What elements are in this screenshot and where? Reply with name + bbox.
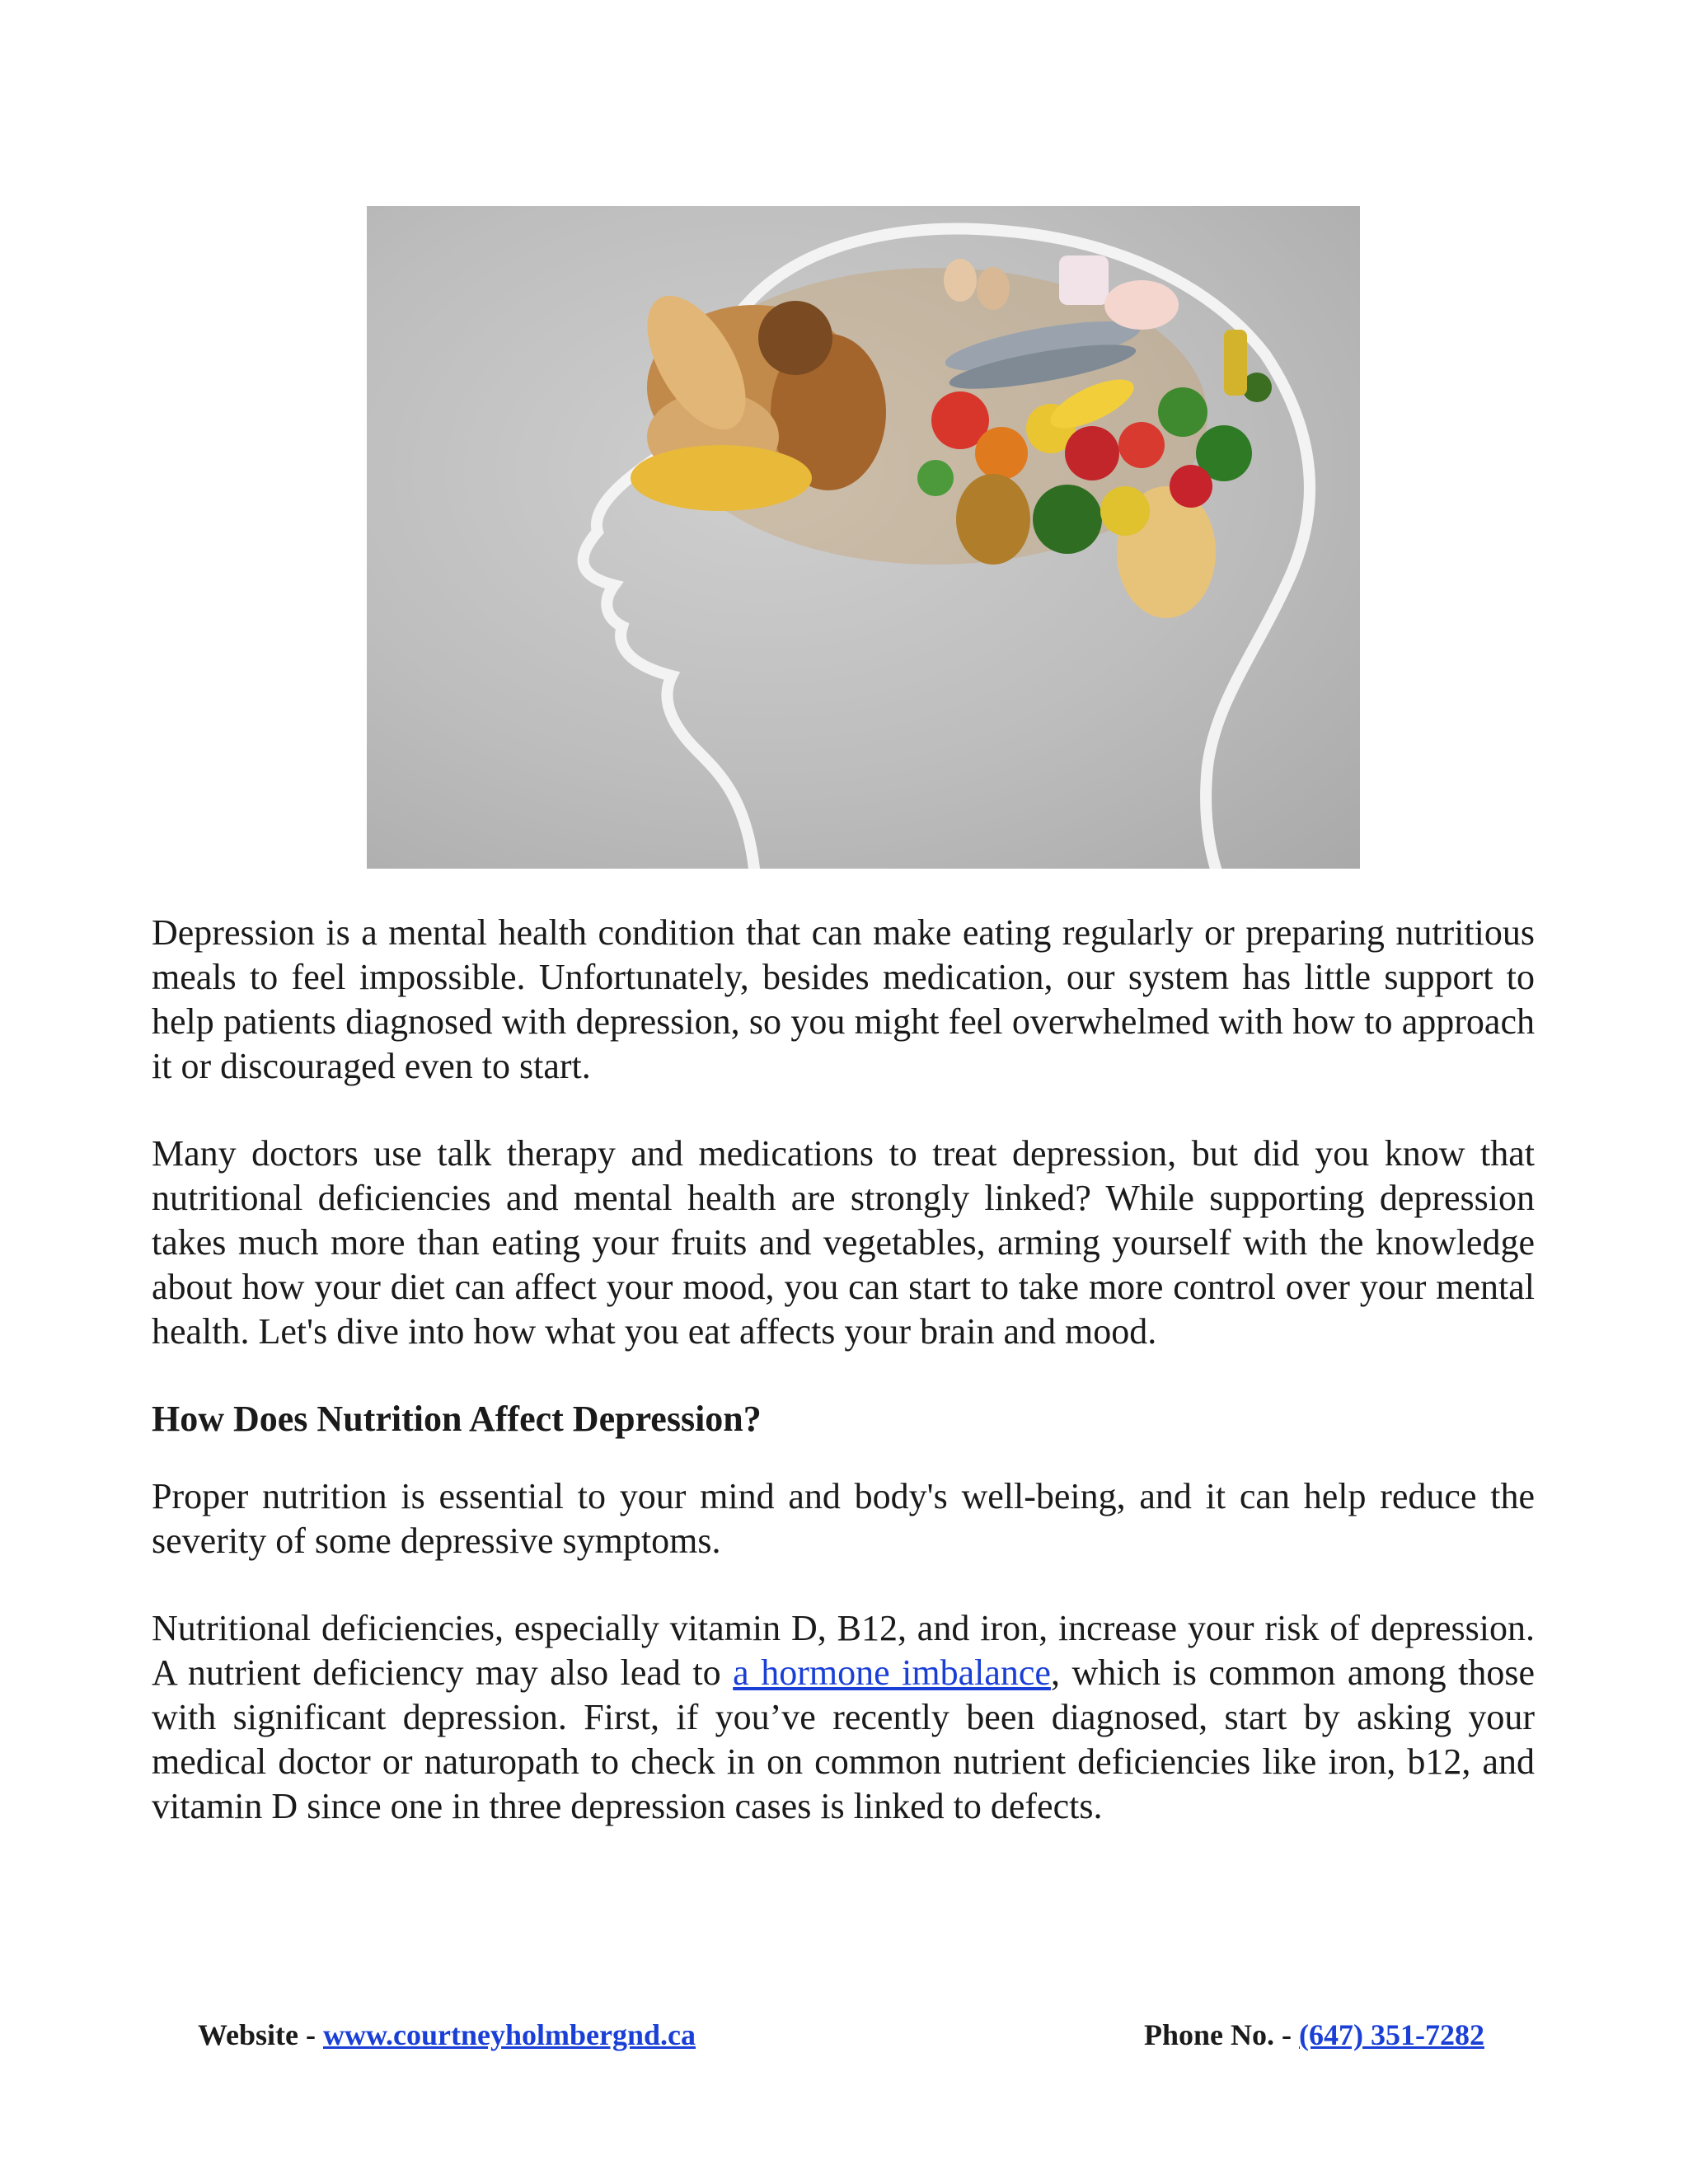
phone-label: Phone No. - [1144,2018,1299,2051]
website-link[interactable]: www.courtneyholmbergnd.ca [322,2018,696,2051]
paragraph-deficiencies [152,1606,1535,1829]
section-heading: How Does Nutrition Affect Depression? [152,1399,762,1439]
article-body [152,911,1535,1872]
website-label: Website - [198,2018,323,2051]
phone-link[interactable]: (647) 351-7282 [1299,2018,1484,2051]
paragraph-doctors: Many doctors use talk therapy and medications to treat depression, but did you know that nutritional deficiencies and mental health are strongly linked? While supporting depression takes much more than eating your fruits and vegetables, arming yourself with the knowledge about how your diet can affect your mood, you can start to take more control over your mental health. Let's dive into how what you eat affects your brain and mood. [152,1133,1535,1352]
footer-website [198,2018,696,2052]
hero-image [367,206,1360,869]
hormone-imbalance-link[interactable]: a hormone imbalance [733,1652,1051,1693]
paragraph-proper-nutrition: Proper nutrition is essential to your mind and body's well-being, and it can help reduce the severity of some depressive symptoms. [152,1476,1535,1561]
deficiencies-text-start: Nutritional deficiencies, especially vitamin D, B12, and iron, increase your risk of depression. A nutrient deficiency may also lead to [152,1608,1535,1693]
footer-phone [1144,2018,1484,2052]
head-with-food-brain-image [367,206,1360,869]
deficiencies-text-end: , which is common among those with significant depression. First, if you’ve recently been diagnosed, start by asking your medical doctor or naturopath to check in on common nutrient deficiencies like iron, b12, and vitamin D since one in three depression cases is linked to defects. [152,1652,1535,1826]
paragraph-intro: Depression is a mental health condition that can make eating regularly or preparing nutritious meals to feel impossible. Unfortunately, besides medication, our system has little support to help patients diagnosed with depression, so you might feel overwhelmed with how to approach it or discouraged even to start. [152,912,1535,1086]
